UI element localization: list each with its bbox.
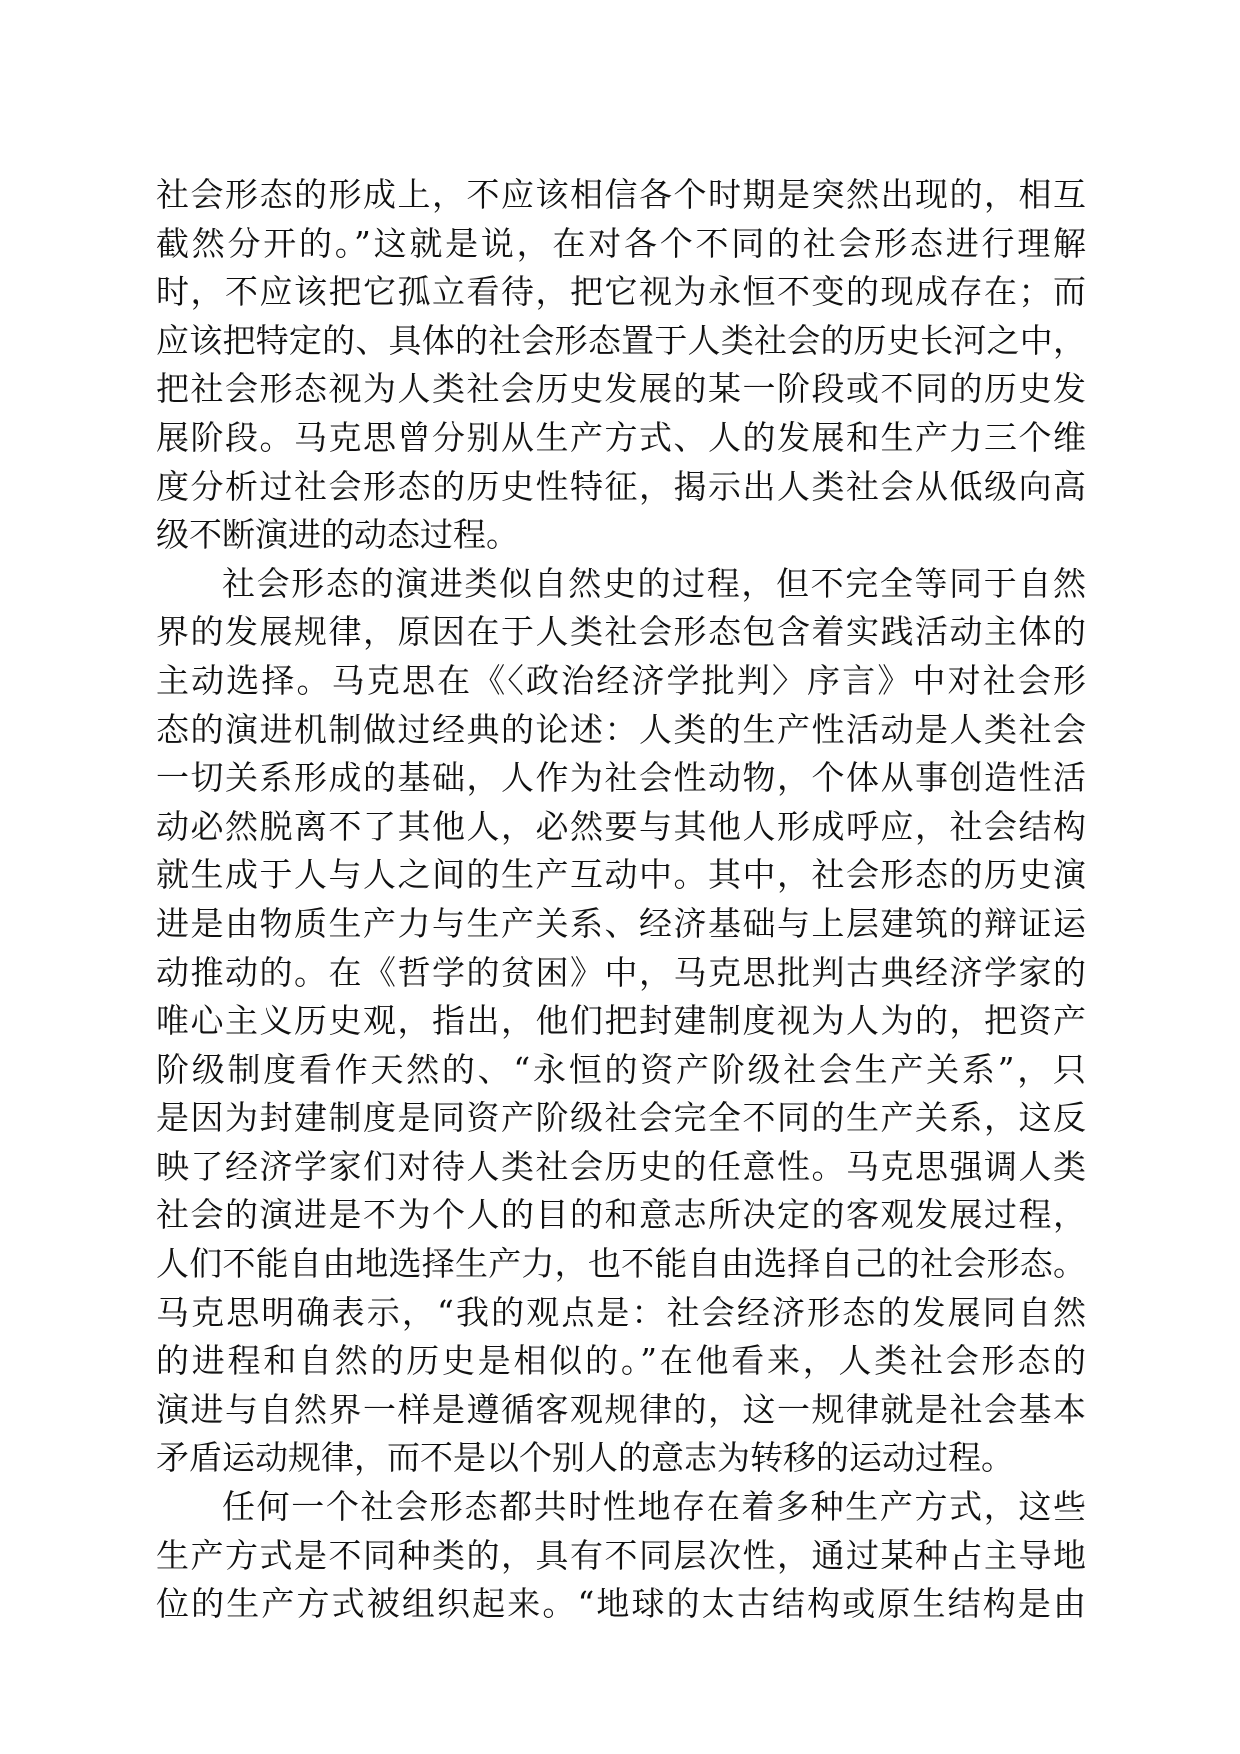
text-line: 动必然脱离不了其他人，必然要与其他人形成呼应，社会结构 [156, 806, 1086, 846]
text-line: 人们不能自由地选择生产力，也不能自由选择自己的社会形态。 [156, 1244, 1086, 1284]
text-line: 映了经济学家们对待人类社会历史的任意性。马克思强调人类 [156, 1146, 1086, 1186]
text-line: 马克思明确表示，“我的观点是：社会经济形态的发展同自然 [156, 1292, 1086, 1332]
text-line: 阶级制度看作天然的、“永恒的资产阶级社会生产关系”，只 [156, 1049, 1086, 1089]
text-line: 动推动的。在《哲学的贫困》中，马克思批判古典经济学家的 [156, 952, 1086, 992]
text-line: 截然分开的。”这就是说，在对各个不同的社会形态进行理解 [156, 223, 1086, 263]
text-line: 度分析过社会形态的历史性特征，揭示出人类社会从低级向高 [156, 466, 1086, 506]
text-line: 唯心主义历史观，指出，他们把封建制度视为人为的，把资产 [156, 1001, 1086, 1041]
text-line: 一切关系形成的基础，人作为社会性动物，个体从事创造性活 [156, 758, 1086, 798]
text-line: 界的发展规律，原因在于人类社会形态包含着实践活动主体的 [156, 612, 1086, 652]
body-text [156, 171, 1086, 1629]
text-line: 矛盾运动规律，而不是以个别人的意志为转移的运动过程。 [156, 1438, 1014, 1478]
text-line: 是因为封建制度是同资产阶级社会完全不同的生产关系，这反 [156, 1098, 1086, 1138]
text-line: 把社会形态视为人类社会历史发展的某一阶段或不同的历史发 [156, 369, 1086, 409]
text-line: 任何一个社会形态都共时性地存在着多种生产方式，这些 [222, 1487, 1086, 1527]
text-line: 社会形态的形成上，不应该相信各个时期是突然出现的，相互 [156, 175, 1086, 214]
text-line: 展阶段。马克思曾分别从生产方式、人的发展和生产力三个维 [156, 417, 1086, 457]
text-line: 主动选择。马克思在《〈政治经济学批判〉序言》中对社会形 [156, 660, 1086, 700]
text-line: 态的演进机制做过经典的论述：人类的生产性活动是人类社会 [156, 709, 1086, 749]
text-line: 位的生产方式被组织起来。“地球的太古结构或原生结构是由 [156, 1584, 1086, 1624]
text-line: 社会形态的演进类似自然史的过程，但不完全等同于自然 [222, 563, 1086, 603]
text-line: 生产方式是不同种类的，具有不同层次性，通过某种占主导地 [156, 1535, 1086, 1575]
text-line: 就生成于人与人之间的生产互动中。其中，社会形态的历史演 [156, 855, 1086, 895]
text-line: 时，不应该把它孤立看待，把它视为永恒不变的现成存在；而 [156, 272, 1086, 312]
text-line: 级不断演进的动态过程。 [156, 515, 519, 555]
text-line: 社会的演进是不为个人的目的和意志所决定的客观发展过程， [156, 1195, 1086, 1235]
text-line: 演进与自然界一样是遵循客观规律的，这一规律就是社会基本 [156, 1389, 1086, 1429]
text-line: 的进程和自然的历史是相似的。”在他看来，人类社会形态的 [156, 1341, 1086, 1381]
text-line: 进是由物质生产力与生产关系、经济基础与上层建筑的辩证运 [156, 903, 1086, 943]
text-line: 应该把特定的、具体的社会形态置于人类社会的历史长河之中， [156, 320, 1086, 360]
